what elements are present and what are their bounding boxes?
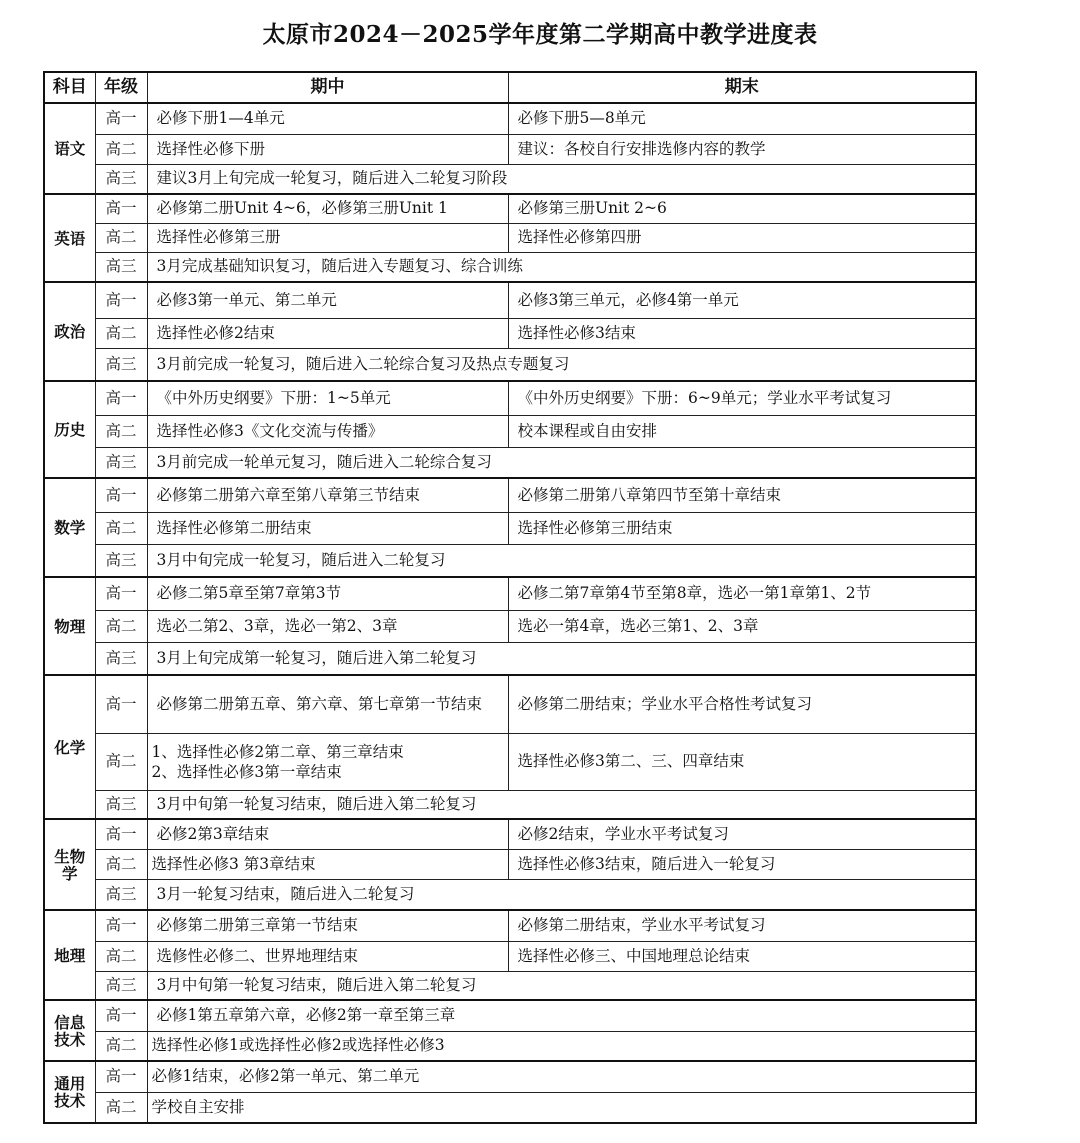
grade-cell: 高三: [95, 252, 147, 282]
mid-cell: [147, 733, 508, 790]
end-cell: 选择性必修3第二、三、四章结束: [508, 733, 976, 790]
table-row: [44, 1031, 976, 1061]
mid-line-1: 1、选择性必修2第二章、第三章结束: [151, 742, 404, 761]
end-cell: 必修下册5—8单元: [508, 103, 976, 134]
grade-cell: 高一: [95, 819, 147, 849]
subject-line-1: 生物: [54, 846, 86, 866]
grade-cell: 高一: [95, 282, 147, 318]
subject-cell: 语文: [44, 103, 95, 194]
span-cell: 建议3月上旬完成一轮复习，随后进入二轮复习阶段: [147, 164, 976, 194]
grade-cell: 高二: [95, 849, 147, 879]
mid-cell: 选择性必修第三册: [147, 223, 508, 252]
grade-cell: 高一: [95, 1061, 147, 1092]
table-row: [44, 879, 976, 910]
mid-cell: 必修2第3章结束: [147, 819, 508, 849]
table-row: [44, 941, 976, 971]
grade-cell: 高一: [95, 675, 147, 733]
mid-cell: 必修二第5章至第7章第3节: [147, 577, 508, 610]
table-row: [44, 348, 976, 381]
grade-cell: 高二: [95, 223, 147, 252]
table-row: [44, 381, 976, 415]
grade-cell: 高一: [95, 103, 147, 134]
subject-cell: [44, 819, 95, 910]
mid-cell: 必修第二册Unit 4~6，必修第三册Unit 1: [147, 194, 508, 223]
table-row: [44, 252, 976, 282]
mid-cell: 《中外历史纲要》下册：1~5单元: [147, 381, 508, 415]
table-row: [44, 318, 976, 348]
grade-cell: 高二: [95, 1092, 147, 1123]
grade-cell: 高一: [95, 194, 147, 223]
table-row: [44, 478, 976, 512]
span-cell: 3月一轮复习结束，随后进入二轮复习: [147, 879, 976, 910]
span-cell: 必修1结束，必修2第一单元、第二单元: [147, 1061, 976, 1092]
header-grade: 年级: [95, 72, 147, 103]
mid-cell: 选择性必修第二册结束: [147, 512, 508, 544]
header-subject: 科目: [44, 72, 95, 103]
mid-cell: 必修3第一单元、第二单元: [147, 282, 508, 318]
table-row: [44, 577, 976, 610]
grade-cell: 高二: [95, 941, 147, 971]
grade-cell: 高二: [95, 318, 147, 348]
end-cell: 建议：各校自行安排选修内容的教学: [508, 134, 976, 164]
subject-line-2: 学: [61, 863, 78, 883]
table-row: [44, 544, 976, 577]
table-row: [44, 223, 976, 252]
span-cell: 3月前完成一轮单元复习，随后进入二轮综合复习: [147, 447, 976, 478]
span-cell: 必修1第五章第六章，必修2第一章至第三章: [147, 1000, 976, 1031]
grade-cell: 高二: [95, 415, 147, 447]
span-cell: 3月中旬完成一轮复习，随后进入二轮复习: [147, 544, 976, 577]
table-row: [44, 790, 976, 819]
grade-cell: 高二: [95, 610, 147, 642]
grade-cell: 高三: [95, 544, 147, 577]
table-row: [44, 971, 976, 1000]
end-cell: 必修第二册结束；学业水平合格性考试复习: [508, 675, 976, 733]
table-row: [44, 282, 976, 318]
table-row: [44, 1092, 976, 1123]
grade-cell: 高二: [95, 733, 147, 790]
subject-cell: [44, 1000, 95, 1061]
grade-cell: 高三: [95, 971, 147, 1000]
end-cell: 必修2结束，学业水平考试复习: [508, 819, 976, 849]
end-cell: 必修第二册第八章第四节至第十章结束: [508, 478, 976, 512]
header-end: 期末: [508, 72, 976, 103]
table-row: [44, 164, 976, 194]
mid-cell: 选择性必修下册: [147, 134, 508, 164]
span-cell: 学校自主安排: [147, 1092, 976, 1123]
table-row: [44, 415, 976, 447]
end-cell: 必修第三册Unit 2~6: [508, 194, 976, 223]
table-row: [44, 134, 976, 164]
table-row: [44, 1000, 976, 1031]
subject-line-2: 技术: [54, 1091, 86, 1110]
end-cell: 选择性必修三、中国地理总论结束: [508, 941, 976, 971]
mid-cell: 选择性必修2结束: [147, 318, 508, 348]
span-cell: 3月中旬第一轮复习结束，随后进入第二轮复习: [147, 790, 976, 819]
subject-line-1: 信息: [54, 1012, 86, 1032]
table-row: [44, 103, 976, 134]
subject-cell: 数学: [44, 478, 95, 577]
end-cell: 《中外历史纲要》下册：6~9单元；学业水平考试复习: [508, 381, 976, 415]
subject-line-1: 通用: [54, 1074, 86, 1093]
header-mid: 期中: [147, 72, 508, 103]
end-cell: 必修二第7章第4节至第8章，选必一第1章第1、2节: [508, 577, 976, 610]
subject-cell: 地理: [44, 910, 95, 1000]
span-cell: 3月上旬完成第一轮复习，随后进入第二轮复习: [147, 642, 976, 675]
mid-cell: 选必二第2、3章，选必一第2、3章: [147, 610, 508, 642]
end-cell: 必修3第三单元，必修4第一单元: [508, 282, 976, 318]
grade-cell: 高三: [95, 790, 147, 819]
span-cell: 3月完成基础知识复习，随后进入专题复习、综合训练: [147, 252, 976, 282]
end-cell: 选择性必修3结束，随后进入一轮复习: [508, 849, 976, 879]
grade-cell: 高二: [95, 1031, 147, 1061]
subject-cell: 英语: [44, 194, 95, 282]
table-row: [44, 910, 976, 941]
mid-cell: 必修第二册第六章至第八章第三节结束: [147, 478, 508, 512]
table-row: [44, 675, 976, 733]
end-cell: 选必一第4章，选必三第1、2、3章: [508, 610, 976, 642]
mid-cell: 选修性必修二、世界地理结束: [147, 941, 508, 971]
mid-cell: 必修下册1—4单元: [147, 103, 508, 134]
table-row: [44, 447, 976, 478]
mid-cell: 选择性必修3 第3章结束: [147, 849, 508, 879]
grade-cell: 高一: [95, 577, 147, 610]
grade-cell: 高二: [95, 512, 147, 544]
span-cell: 选择性必修1或选择性必修2或选择性必修3: [147, 1031, 976, 1061]
page-title: 太原市2024－2025学年度第二学期高中教学进度表: [262, 21, 818, 48]
mid-cell: 必修第二册第三章第一节结束: [147, 910, 508, 941]
table-row: [44, 512, 976, 544]
subject-cell: 历史: [44, 381, 95, 478]
grade-cell: 高三: [95, 879, 147, 910]
table-row: [44, 194, 976, 223]
grade-cell: 高三: [95, 164, 147, 194]
subject-cell: 政治: [44, 282, 95, 381]
table-row: [44, 642, 976, 675]
grade-cell: 高三: [95, 642, 147, 675]
grade-cell: 高一: [95, 478, 147, 512]
grade-cell: 高一: [95, 1000, 147, 1031]
end-cell: 选择性必修第三册结束: [508, 512, 976, 544]
subject-cell: 化学: [44, 675, 95, 819]
subject-line-2: 技术: [54, 1029, 86, 1049]
grade-cell: 高一: [95, 381, 147, 415]
mid-line-2: 2、选择性必修3第一章结束: [151, 762, 342, 781]
end-cell: 校本课程或自由安排: [508, 415, 976, 447]
table-row: [44, 610, 976, 642]
table-row: [44, 733, 976, 790]
grade-cell: 高三: [95, 447, 147, 478]
table-row: [44, 849, 976, 879]
schedule-table: [43, 71, 977, 1124]
end-cell: 选择性必修3结束: [508, 318, 976, 348]
subject-cell: [44, 1061, 95, 1123]
header-row: [44, 72, 976, 103]
end-cell: 必修第二册结束，学业水平考试复习: [508, 910, 976, 941]
span-cell: 3月前完成一轮复习，随后进入二轮综合复习及热点专题复习: [147, 348, 976, 381]
table-row: [44, 819, 976, 849]
grade-cell: 高二: [95, 134, 147, 164]
table-row: [44, 1061, 976, 1092]
grade-cell: 高一: [95, 910, 147, 941]
span-cell: 3月中旬第一轮复习结束，随后进入第二轮复习: [147, 971, 976, 1000]
grade-cell: 高三: [95, 348, 147, 381]
mid-cell: 选择性必修3《文化交流与传播》: [147, 415, 508, 447]
mid-cell: 必修第二册第五章、第六章、第七章第一节结束: [147, 675, 508, 733]
end-cell: 选择性必修第四册: [508, 223, 976, 252]
subject-cell: 物理: [44, 577, 95, 675]
